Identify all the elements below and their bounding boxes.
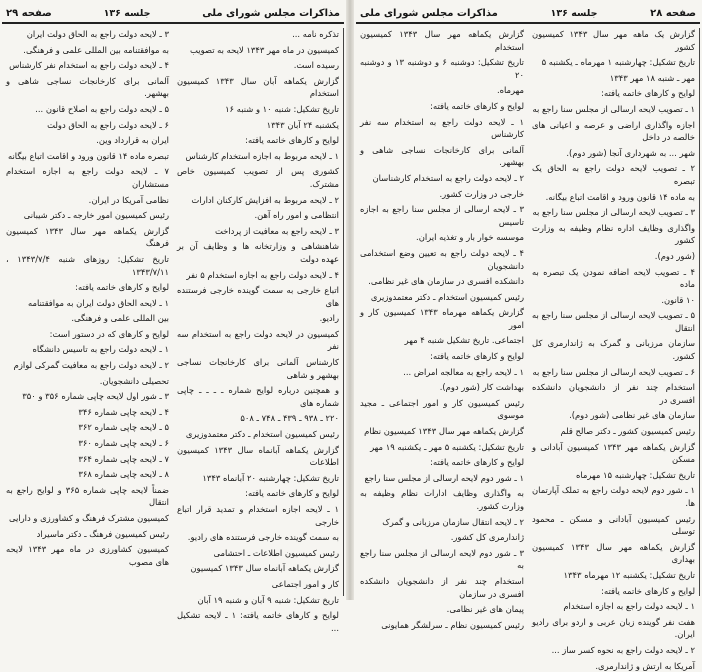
paragraph-line: تاریخ تشکیل: شنبه ۱۰ و شنبه ۱۶ (225, 103, 339, 114)
paragraph-line: ۴ ـ لایحه دولت راجع به استخدام نفر کارشناس (9, 60, 169, 71)
paragraph-line: تاریخ تشکیل: یکشنبه ۱۲ مهرماه ۱۳۴۳ (563, 569, 695, 580)
paragraph-line: ۶ ـ لایحه چاپی شماره ۳۶۰ (78, 438, 169, 449)
paragraph-line: رادیو. (319, 313, 339, 324)
paragraph-line: ۱ ـ لایحه راجع به معالجه امراض ... (403, 366, 524, 377)
paragraph-line: لوایح و کارهای که در دستور است: (49, 328, 169, 339)
paragraph-line: ۶ ـ لایحه دولت راجع به الحاق دولت (47, 119, 169, 130)
paragraph-line: بین المللی علمی و فرهنگی. (71, 313, 169, 324)
paragraph-line: ۲ ـ لایحه دولت راجع به نحوه کسر ساز ... (551, 644, 695, 655)
paragraph-line: ۳ ـ شور اول لایحه چاپی شماره ۳۵۶ و ۳۵۰ (22, 391, 169, 402)
paragraph-line: ۳ ـ تصویب لایحه ارسالی از مجلس سنا راجع به (532, 207, 695, 218)
right-page-number: صفحه ۲۸ (650, 7, 696, 19)
paragraph-line: ۲ ـ لایحه دولت راجع به استخدام کارشناسان (372, 172, 524, 183)
paragraph-line: ۱ ـ لایحه الحاق دولت ایران به موافقتنامه (27, 297, 169, 308)
left-page-header (2, 4, 344, 24)
paragraph-line: ۲ ـ تصویب لایحه دولت راجع به الحاق یک تبصره (532, 163, 695, 186)
paragraph-line: گزارش یکماهه مهر ۱۳۴۳ کمیسیون آبادانی و مسکن (532, 441, 695, 465)
paragraph-line: تاریخ تشکیل: چهارشنبه ۲۰ آبانماه ۱۳۴۳ (202, 472, 339, 483)
paragraph-line: اتباع خارجی به سمت گوینده خارجی فرستنده های (177, 285, 339, 308)
paragraph-line: ۵ ـ لایحه چاپی شماره ۳۶۲ (78, 422, 169, 433)
paragraph-line: شهر ... به شهرداری آنجا (شور دوم). (566, 147, 695, 158)
paragraph-line: ۴ ـ تصویب لایحه اضافه نمودن یک تبصره به ماده (532, 266, 695, 290)
paragraph-line: ژاندارمری کل کشور. (450, 532, 524, 543)
paragraph-line: دانشکده افسری در سازمان های غیر نظامی. (368, 276, 524, 287)
paragraph-line: رسیده است. (293, 60, 339, 71)
paragraph-line: بهداشت کار (شور دوم). (439, 382, 524, 393)
paragraph-line: ۷ ـ لایحه چاپی شماره ۳۶۴ (78, 453, 169, 464)
paragraph-line: لوایح و کارهای خاتمه یافته: (245, 135, 339, 146)
paragraph-line: ۴ ـ لایحه چاپی شماره ۳۴۶ (78, 406, 169, 417)
left-page-title: مذاکرات مجلس شورای ملی (202, 7, 340, 19)
paragraph-line: لوایح و کارهای خاتمه یافته: (430, 100, 524, 111)
paragraph-line: ۷ ـ لایحه دولت راجع به اجازه استخدام مستشاران (6, 166, 169, 189)
paragraph-line: خارجی در وزارت کشور. (439, 188, 524, 199)
paragraph-line: ۶ ـ تصویب لایحه ارسالی از مجلس سنا راجع به (532, 366, 695, 377)
paragraph-line: ۲ ـ لایحه انتقال سازمان مرزبانی و گمرک (382, 516, 524, 527)
paragraph-line: کمیسیون در ماه مهر ۱۳۴۳ لایحه به تصویب (190, 44, 339, 55)
paragraph-line: تاریخ تشکیل: دوشنبه ۶ و دوشنبه ۱۳ و دوشنبه ۲۰ (360, 57, 524, 80)
paragraph-line: سازمان های غیر نظامی (شور دوم). (569, 410, 695, 421)
paragraph-line: مهر ـ شنبه ۱۸ مهر ۱۳۴۳ (609, 72, 695, 83)
paragraph-line: سازمان مرزبانی و گمرک به ژاندارمری کل کشور. (532, 338, 695, 362)
right-page-header (356, 4, 700, 24)
paragraph-line: ۱ ـ شور دوم لایحه دولت راجع به تملک آپارتمان ها. (532, 485, 695, 508)
paragraph-line: ۳ ـ لایحه راجع به معافیت از پرداخت (214, 225, 339, 236)
paragraph-line: به موافقتنامه بین المللی علمی و فرهنگی. (23, 44, 169, 55)
paragraph-line: گزارش یکماهه آبانماه سال ۱۳۴۳ کمیسیون (190, 563, 339, 574)
right-page-left-column (528, 28, 700, 671)
paragraph-line: لوایح و کارهای خاتمه یافته: (601, 585, 695, 596)
left-page-right-column (2, 28, 173, 596)
paragraph-line: گزارش یکماهه مهر سال ۱۳۴۳ کمیسیون نظام (364, 426, 524, 437)
paragraph-line: به سمت گوینده خارجی فرستنده های رادیو. (187, 532, 339, 543)
paragraph-line: شاهنشاهی و وزارتخانه ها و وظایف آن بر عهده دولت (177, 241, 339, 264)
paragraph-line: پیمان های غیر نظامی. (446, 604, 524, 615)
paragraph-line: ۵ ـ لایحه دولت راجع به اصلاح قانون ... (35, 103, 169, 114)
paragraph-line: هفت نفر گوینده زبان عربی و اردو برای رادیو ایران. (532, 616, 695, 640)
paragraph-line: گزارش یکماهه مهرماه ۱۳۴۳ کمیسیون کار و امور (360, 307, 525, 330)
paragraph-line: اجازه واگذاری اراضی و عرصه و اعیانی های خالصه در داخل (532, 119, 695, 143)
paragraph-line: ۱۰ قانون. (661, 294, 695, 305)
paragraph-line: تذکره نامه ... (292, 29, 339, 39)
paragraph-line: گزارش یکماهه آبان سال ۱۳۴۳ کمیسیون استخدام (177, 75, 340, 99)
left-page-session: جلسه ۱۳۶ (103, 7, 151, 19)
paragraph-line: آمریکا به ارتش و ژاندارمری. (595, 660, 695, 671)
right-page-right-column (356, 28, 528, 630)
paragraph-line: لوایح و کارهای خاتمه یافته: (601, 88, 695, 99)
right-page (356, 4, 700, 671)
paragraph-line: ۳ ـ لایحه دولت راجع به الحاق دولت ایران (26, 29, 169, 39)
paragraph-line: رئیس کمیسیون آبادانی و مسکن ـ محمود توسلی (532, 513, 695, 537)
paragraph-line: رئیس کمیسیون کشور ـ دکتر صالح قلم (560, 426, 695, 437)
book-gutter (346, 0, 354, 600)
paragraph-line: ۵ ـ تصویب لایحه ارسالی از مجلس سنا راجع به انتقال (532, 310, 695, 333)
paragraph-line: ۲۲۰ ـ ۹۳۸ ـ ۴۳۹ ـ ۷۴۸ ـ ۵۰۸ (240, 413, 339, 424)
paragraph-line: ۲ ـ لایحه مربوط به افزایش کارکنان ادارات (191, 194, 339, 205)
paragraph-line: ۳ ـ شور دوم لایحه ارسالی از مجلس سنا راجع به (360, 547, 524, 571)
left-page-columns (2, 28, 344, 633)
paragraph-line: لوایح و کارهای خاتمه یافته: (245, 488, 339, 499)
paragraph-line: استخدام چند نفر از دانشجویان دانشکده افسری در (532, 382, 695, 405)
paragraph-line: کمیسیون مشترک فرهنگ و کشاورزی و دارایی (9, 513, 169, 523)
paragraph-line: تاریخ تشکیل: روزهای شنبه ۱۳۴۳/۷/۴ ، ۱۳۴۳/۷/۱۱ (6, 253, 169, 277)
paragraph-line: لوایح و کارهای خاتمه یافته: (75, 282, 169, 293)
paragraph-line: ۴ ـ لایحه دولت راجع به تعیین وضع استخدامی دانشجویان (360, 247, 524, 271)
paragraph-line: رئیس کمیسیون کار و امور اجتماعی ـ مجید موسوی (360, 397, 524, 421)
paragraph-line: تحصیلی دانشجویان. (99, 375, 169, 386)
paragraph-line: یکشنبه ۲۴ آبان ۱۳۴۳ (266, 119, 339, 130)
paragraph-line: لوایح و کارهای خاتمه یافته: (430, 457, 524, 468)
paragraph-line: ۱ ـ لایحه دولت راجع به تاسیس دانشگاه (32, 344, 169, 355)
paragraph-line: به ماده ۱۴ قانون ورود و اقامت اتباع بیگانه. (545, 191, 695, 202)
paragraph-line: ایران به قرارداد وین. (96, 135, 169, 146)
paragraph-line: ۱ ـ شور دوم لایحه ارسالی از مجلس سنا راجع (364, 472, 524, 483)
right-page-title: مذاکرات مجلس شورای ملی (360, 7, 498, 19)
paragraph-line: نظامی آمریکا در ایران. (88, 194, 169, 205)
paragraph-line: رئیس کمیسیون استخدام ـ دکتر معتمدوزیری (370, 291, 524, 302)
paragraph-line: آلمانی برای کارخانجات نساجی شاهی و بهشهر. (6, 75, 169, 99)
paragraph-line: لوایح و کارهای خاتمه یافته: (430, 351, 524, 362)
paragraph-line: ۱ ـ لایحه دولت راجع به استخدام سه نفر کارشناس (360, 116, 524, 140)
paragraph-line: استخدام چند نفر از دانشجویان دانشکده افسری در سازمان (360, 575, 524, 599)
left-page (2, 4, 344, 633)
paragraph-line: ۸ ـ لایحه چاپی شماره ۳۶۸ (78, 469, 169, 480)
paragraph-line: تاریخ تشکیل: چهارشنبه ۱۵ مهرماه (575, 469, 695, 480)
paragraph-line: گزارش یکماهه مهر سال ۱۳۴۳ کمیسیون بهداری (532, 541, 695, 565)
paragraph-line: گزارش یکماهه آبانماه سال ۱۳۴۳ کمیسیون اطلاعات (177, 444, 339, 468)
paragraph-line: لوایح و کارهای خاتمه یافته: ۱ ـ لایحه تشکیل ... (177, 610, 339, 633)
paragraph-line: ۱ ـ لایحه مربوط به اجازه استخدام کارشناس (185, 150, 339, 161)
paragraph-line: گزارش یکماهه مهر سال ۱۳۴۳ کمیسیون فرهنگ (6, 225, 169, 249)
paragraph-line: (شور دوم). (654, 250, 695, 261)
paragraph-line: رئیس کمیسیون اطلاعات ـ احتشامی (213, 547, 339, 558)
paragraph-line: کمیسیون کشاورزی در ماه مهر ۱۳۴۳ لایحه های مصوب (6, 544, 169, 567)
paragraph-line: آلمانی برای کارخانجات نساجی شاهی و بهشهر. (360, 144, 524, 168)
paragraph-line: رئیس کمیسیون استخدام ـ دکتر معتمدوزیری (185, 429, 339, 440)
right-page-session: جلسه ۱۳۶ (550, 7, 598, 19)
paragraph-line: انتظامی و امور راه آهن. (254, 210, 339, 221)
paragraph-line: ۲ ـ لایحه دولت راجع به معافیت گمرکی لوازم (13, 360, 169, 371)
left-page-number: صفحه ۲۹ (6, 7, 52, 19)
paragraph-line: ۱ ـ لایحه اجازه استخدام و تمدید قرار اتباع خارجی (177, 504, 339, 527)
paragraph-line: کشوری پس از تصویب کمیسیون خاص مشترک. (177, 166, 339, 189)
paragraph-line: واگذاری وظایف اداره نظام وظیفه به وزارت کشور (532, 222, 695, 246)
paragraph-line: کمیسیون در لایحه دولت راجع به استخدام سه نفر (177, 328, 339, 352)
paragraph-line: تاریخ تشکیل: چهارشنبه ۱ مهرماه ـ یکشنبه ۵ (541, 57, 695, 68)
paragraph-line: تبصره ماده ۱۴ قانون ورود و اقامت اتباع بیگانه (7, 150, 169, 161)
paragraph-line: گزارش یک ماهه مهر سال ۱۳۴۳ کمیسیون کشور (532, 29, 696, 52)
left-page-left-column (173, 28, 344, 633)
paragraph-line: موسسه خوار بار و تغذیه ایران. (416, 232, 524, 243)
paragraph-line: ۱ ـ لایحه دولت راجع به اجازه استخدام (563, 601, 695, 612)
paragraph-line: اجتماعی. تاریخ تشکیل شنبه ۴ مهر (404, 335, 524, 346)
paragraph-line: گزارش یکماهه مهر سال ۱۳۴۳ کمیسیون استخدام (360, 29, 524, 52)
paragraph-line: رئیس کمیسیون نظام ـ سرلشگر همایونی (381, 619, 524, 630)
paragraph-line: و همچنین درباره لوایح شماره ـ ـ ـ ـ چاپی شماره های (177, 385, 339, 408)
paragraph-line: ۳ ـ لایحه ارسالی از مجلس سنا راجع به اجازه تاسیس (360, 204, 524, 227)
right-page-columns (356, 28, 700, 671)
paragraph-line: ۴ ـ لایحه دولت راجع به اجازه استخدام ۵ نفر (186, 269, 339, 280)
paragraph-line: کارشناس آلمانی برای کارخانجات نساجی بهشهر و شاهی (177, 357, 339, 380)
paragraph-line: به واگذاری وظایف ادارات نظام وظیفه به وزارت کشور. (360, 488, 524, 511)
paragraph-line: کار و امور اجتماعی (271, 578, 339, 589)
paragraph-line: تاریخ تشکیل: یکشنبه ۵ مهر ـ یکشنبه ۱۹ مهر (370, 441, 524, 452)
paragraph-line: ۱ ـ تصویب لایحه ارسالی از مجلس سنا راجع به (532, 103, 695, 114)
paragraph-line: ضمناً لایحه چاپی شماره ۳۶۵ و لوایح راجع به انتقال (6, 484, 169, 508)
paragraph-line: رئیس کمیسیون فرهنگ ـ دکتر ماسیراد (36, 528, 169, 539)
paragraph-line: مهرماه. (496, 85, 524, 96)
paragraph-line: تاریخ تشکیل: شنبه ۹ آبان و شنبه ۱۹ آبان (197, 594, 339, 605)
paragraph-line: رئیس کمیسیون امور خارجه ـ دکتر شیبانی (23, 210, 169, 221)
